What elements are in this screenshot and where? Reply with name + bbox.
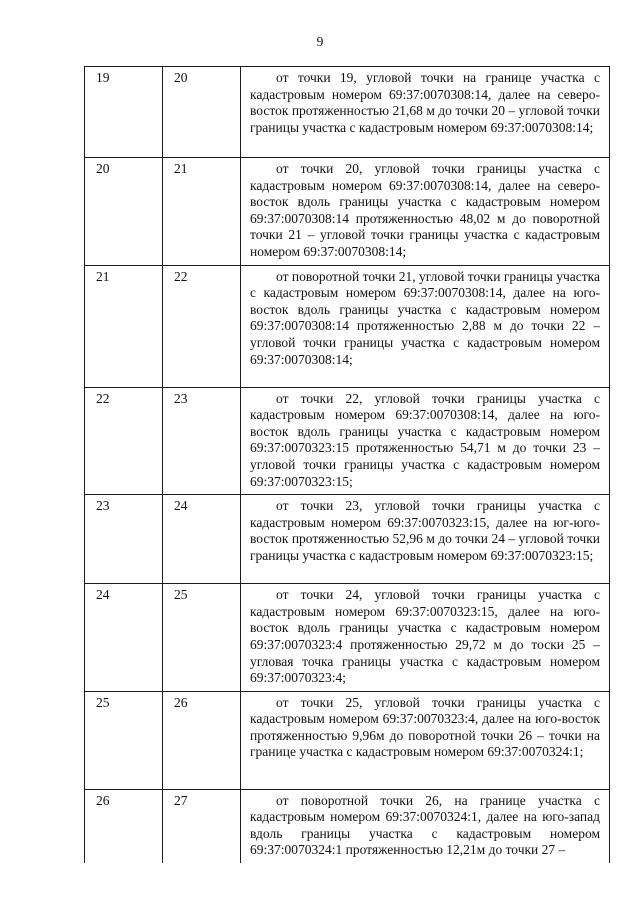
segment-description: от точки 19, угловой точки на границе участка с кадастровым номером 69:37:0070308:14, далее на северо-восток протяженностью 21,68 м до точки 20 – угловой точки границы участка с кадастровым номером 69:37:0070308:14; <box>250 70 600 135</box>
from-point-cell <box>85 691 163 789</box>
table-row <box>85 67 610 158</box>
to-point: 20 <box>174 70 188 85</box>
from-point: 22 <box>96 390 110 406</box>
from-point-cell <box>85 584 163 692</box>
segment-description: от поворотной точки 26, на границе участка с кадастровым номером 69:37:0070324:1, далее на юго-запад вдоль границы участка с кадастровым номером 69:37:0070324:1 протяженностью 12,21м до точки 27 – <box>250 792 600 858</box>
segment-description: от точки 22, угловой точки границы участка с кадастровым номером 69:37:0070308:14, далее на юго-восток вдоль границы участка с кадастровым номером 69:37:0070323:15 протяженностью 54,71 м до точки 23 – угловой точки границы участка с кадастровым номером 69:37:0070323:15; <box>250 390 600 489</box>
page-number: 9 <box>316 34 324 49</box>
to-point-cell <box>163 265 241 387</box>
segment-description: от точки 23, угловой точки границы участка с кадастровым номером 69:37:0070323:15, далее на юг-юго-восток протяженностью 52,96 м до точки 24 – угловой точки границы участка с кадастровым номером 69:37:0070323:15; <box>250 498 600 563</box>
to-point-cell <box>163 789 241 863</box>
from-point-cell <box>85 265 163 387</box>
segment-description-cell <box>241 495 610 584</box>
to-point-cell <box>163 67 241 158</box>
segment-description: от точки 24, угловой точки границы участка с кадастровым номером 69:37:0070323:15, далее на юго-восток вдоль границы участка с кадастровым номером 69:37:0070323:4 протяженностью 29,72 м до тоски 25 – угловая точка границы участка с кадастровым номером 69:37:0070323:4; <box>250 587 600 686</box>
from-point: 26 <box>96 792 110 808</box>
from-point: 19 <box>96 70 110 85</box>
from-point: 20 <box>96 161 110 176</box>
segment-description-cell <box>241 67 610 158</box>
to-point: 23 <box>174 390 188 406</box>
to-point-cell <box>163 691 241 789</box>
table-row <box>85 158 610 266</box>
table-row <box>85 584 610 692</box>
segment-description: от поворотной точки 21, угловой точки границы участка с кадастровым номером 69:37:0070308:14, далее на юго-восток вдоль границы участка с кадастровым номером 69:37:0070308:14 протяженностью 2,88 м до точки 22 – угловой точки границы участка с кадастровым номером 69:37:0070308:14; <box>250 268 600 367</box>
segment-description-cell <box>241 387 610 495</box>
to-point: 27 <box>174 792 188 808</box>
table-row <box>85 789 610 863</box>
table-row <box>85 265 610 387</box>
from-point-cell <box>85 158 163 266</box>
to-point: 24 <box>174 498 188 514</box>
segment-description-cell <box>241 158 610 266</box>
to-point-cell <box>163 387 241 495</box>
to-point: 26 <box>174 694 188 710</box>
to-point-cell <box>163 158 241 266</box>
to-point-cell <box>163 495 241 584</box>
segment-description: от точки 25, угловой точки границы участка с кадастровым номером 69:37:0070323:4, далее на юго-восток протяженностью 9,96м до поворотной точки 26 – точки на границе участка с кадастровым номером 69:37:0070324:1; <box>250 694 600 760</box>
segment-description: от точки 20, угловой точки границы участка с кадастровым номером 69:37:0070308:14, далее на северо-восток вдоль границы участка с кадастровым номером 69:37:0070308:14 протяженностью 48,02 м до поворотной точки 21 – угловой точки границы участка с кадастровым номером 69:37:0070308:14; <box>250 161 600 259</box>
segment-description-cell <box>241 691 610 789</box>
segment-description-cell <box>241 789 610 863</box>
table-row <box>85 495 610 584</box>
from-point: 25 <box>96 694 110 710</box>
from-point: 23 <box>96 498 110 514</box>
to-point: 21 <box>174 161 188 176</box>
segment-description-cell <box>241 265 610 387</box>
from-point-cell <box>85 789 163 863</box>
segment-description-cell <box>241 584 610 692</box>
from-point: 24 <box>96 587 110 603</box>
to-point: 25 <box>174 587 188 603</box>
from-point: 21 <box>96 268 110 284</box>
from-point-cell <box>85 387 163 495</box>
from-point-cell <box>85 67 163 158</box>
from-point-cell <box>85 495 163 584</box>
to-point: 22 <box>174 268 188 284</box>
boundary-description-table <box>84 66 610 863</box>
table-row <box>85 387 610 495</box>
to-point-cell <box>163 584 241 692</box>
table-row <box>85 691 610 789</box>
